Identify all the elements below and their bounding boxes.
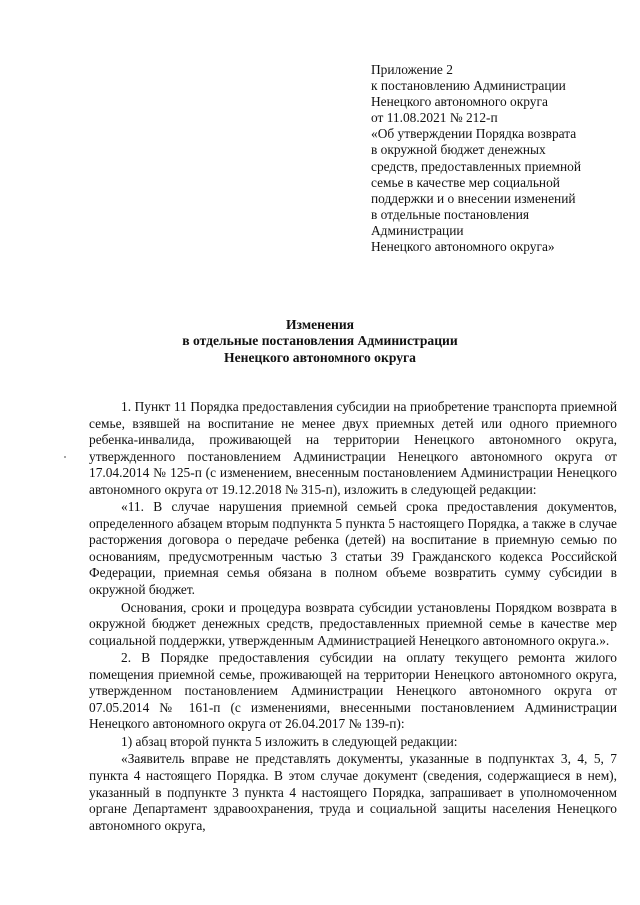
appendix-line: средств, предоставленных приемной bbox=[371, 158, 582, 174]
appendix-line: Приложение 2 bbox=[371, 62, 453, 77]
appendix-line: в окружной бюджет денежных bbox=[371, 142, 546, 158]
appendix-line: в отдельные постановления bbox=[371, 206, 530, 222]
document-body bbox=[89, 399, 617, 834]
paragraph-subitem-1-quote: «Заявитель вправе не представлять документы, указанные в подпунктах 3, 4, 5, 7 пункта 4 настоящего Порядка. В этом случае документ (сведения, содержащиеся в нем), указанный в подпункте 3 пункта 4 настоящего Порядка, запрашивает в уполномоченном органе Департамент здравоохранения, труда и социальной защиты населения Ненецкого автономного округа, bbox=[89, 751, 617, 833]
appendix-line: Ненецкого автономного округа bbox=[371, 94, 548, 110]
paragraph-subitem-1: 1) абзац второй пункта 5 изложить в следующей редакции: bbox=[121, 733, 458, 749]
appendix-block bbox=[371, 62, 621, 255]
appendix-line: поддержки и о внесении изменений bbox=[371, 190, 576, 206]
paragraph-item-1-basis: Основания, сроки и процедура возврата субсидии установлены Порядком возврата в окружной бюджет денежных средств, предоставленных приемной семье в качестве мер социальной поддержки, утвержденным Администрацией Ненецкого автономного округа.». bbox=[89, 599, 617, 648]
paragraph-item-1-quote: «11. В случае нарушения приемной семьей срока предоставления документов, определенного абзацем вторым подпункта 5 пункта 5 настоящего Порядка, а также в случае расторжения договора о передаче ребенка (детей) на воспитание в приемную семью по основаниям, предусмотренным частью 3 статьи 39 Гражданского кодекса Российской Федерации, приемная семья обязана в полном объеме возвратить сумму субсидии в окружной бюджет. bbox=[89, 499, 617, 598]
paragraph-item-2: 2. В Порядке предоставления субсидии на оплату текущего ремонта жилого помещения приемной семье, проживающей на территории Ненецкого автономного округа, утвержденном постановлением Администрации Ненецкого автономного округа от 07.05.2014 № 161-п (с изменениями, внесенными постановлением Администрации Ненецкого автономного округа от 26.04.2017 № 139-п): bbox=[89, 650, 617, 732]
paragraph-item-1: 1. Пункт 11 Порядка предоставления субсидии на приобретение транспорта приемной семье, взявшей на воспитание не менее двух приемных детей или одного приемного ребенка-инвалида, проживающей на территории Ненецкого автономного округа, утвержденного постановлением Администрации Ненецкого автономного округа от 17.04.2014 № 125-п (с изменением, внесенным постановлением Администрации Ненецкого автономного округа от 19.12.2018 № 315-п), изложить в следующей редакции: bbox=[89, 399, 617, 497]
appendix-line: семье в качестве мер социальной bbox=[371, 174, 560, 190]
appendix-line: к постановлению Администрации bbox=[371, 78, 566, 94]
document-title bbox=[0, 317, 640, 366]
appendix-line: Администрации bbox=[371, 222, 464, 238]
title-line: Ненецкого автономного округа bbox=[224, 349, 416, 365]
title-line: в отдельные постановления Администрации bbox=[182, 333, 458, 349]
title-line: Изменения bbox=[285, 317, 355, 332]
appendix-line: Ненецкого автономного округа» bbox=[371, 239, 555, 255]
appendix-line: «Об утверждении Порядка возврата bbox=[371, 126, 577, 142]
margin-mark bbox=[64, 456, 66, 458]
appendix-line: от 11.08.2021 № 212-п bbox=[371, 110, 498, 126]
